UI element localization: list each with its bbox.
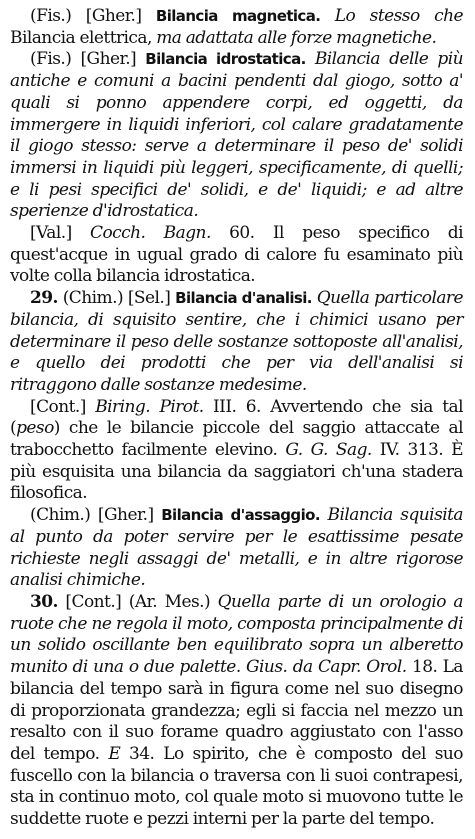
sense-number: 30. xyxy=(30,591,58,612)
citation-text-end: IV. 313. È più esquisita una bilancia da saggiatori ch'una stadera filosofica. xyxy=(10,440,464,504)
entry-headword: Bilancia idrostatica. xyxy=(145,50,306,69)
entry-labels: (Fis.) [Gher.] xyxy=(30,49,137,70)
citation-text-continued: 34. Lo spirito, che è composto del suo fuscello con la bilancia o traversa con li suoi contrapesi, sta in continuo moto, col quale moto si muovono tutte le suddette ruote e pezzi interni per la parte del tempo. xyxy=(10,743,463,830)
citation-text-continued: ) che le bilancie piccole del saggio attaccate al trabocchetto facilmente elevino. xyxy=(10,418,463,461)
citation-text: Il peso specifico di quest'acque in ugual grado di calore fu esaminato più volte colla bilancia idrostatica. xyxy=(10,223,463,287)
citation-italic: peso xyxy=(16,418,54,439)
entry-citation-cont xyxy=(10,397,463,506)
entry-bilancia-magnetica xyxy=(10,6,463,49)
citation-source: Cocch. Bagn. xyxy=(90,223,211,244)
entry-labels: [Cont.] xyxy=(30,396,86,417)
entry-definition: Bilancia squisita al punto da poter servire per le esattissime pesate richieste negli assaggi de' metalli, e in altre rigorose analisi chimiche. xyxy=(10,505,463,591)
entry-headword: Bilancia d'analisi. xyxy=(175,289,312,308)
entry-labels: [Cont.] (Ar. Mes.) xyxy=(57,591,211,612)
citation-number: III. 6. xyxy=(203,396,261,417)
entry-text: Bilancia elettrica, xyxy=(10,27,157,48)
entry-definition: Quella particolare bilancia, di squisito sentire, che i chimici usano per determinare il peso delle sostanze sottoposte all'analisi, e quello dei prodotti che per via dell'analisi si ritraggono dalle sostanze medesime. xyxy=(10,288,464,395)
entry-citation-val xyxy=(10,223,463,288)
citation-text: 18. La bilancia del tempo sarà in figura come nel suo disegno di proporzionata grandezza; egli si faccia nel mezzo un resalto con il suo forame quadro aggiustato con l'asso del tempo. xyxy=(10,657,464,764)
citation-source-second: G. G. Sag. xyxy=(285,440,372,461)
entry-bilancia-orologio xyxy=(10,592,463,831)
entry-labels: [Val.] xyxy=(30,223,72,244)
citation-number: 60. xyxy=(210,223,255,244)
entry-labels: (Chim.) [Gher.] xyxy=(30,505,154,526)
entry-labels: (Fis.) [Gher.] xyxy=(30,6,142,26)
citation-source: Gius. da Capr. Orol. xyxy=(246,657,407,678)
citation-text: Avvertendo che sia tal ( xyxy=(10,396,464,439)
entry-definition: Bilancia delle più antiche e comuni a bacini pendenti dal giogo, sotto a' quali si ponno appendere corpi, ed oggetti, da immergere in liquidi inferiori, col calare gradatamente il giogo stesso: serve a determinare il peso de' solidi immersi in liquidi più leggeri, specificamente, di quelli; e li pesi specifici de' solidi, e de' liquidi; e ad altre sperienze d'idrostatica. xyxy=(10,49,463,222)
entry-definition: Quella parte di un orologio a ruote che ne regola il moto, composta principalmente di un solido oscillante ben equilibrato sopra un alberetto munito di una o due palette. xyxy=(10,591,463,678)
entry-bilancia-analisi xyxy=(10,288,463,397)
entry-bilancia-idrostatica xyxy=(10,49,463,223)
sense-number: 29. xyxy=(30,288,58,309)
entry-headword: Bilancia d'assaggio. xyxy=(161,506,320,525)
entry-definition: Lo stesso che xyxy=(334,6,463,26)
citation-source-second: E xyxy=(108,743,121,764)
citation-source: Biring. Pirot. xyxy=(95,396,204,417)
entry-bilancia-assaggio xyxy=(10,505,463,592)
entry-headword: Bilancia magnetica. xyxy=(155,7,321,25)
entry-definition-continued: ma adattata alle forze magnetiche. xyxy=(156,27,437,48)
entry-labels: (Chim.) [Sel.] xyxy=(57,288,171,309)
